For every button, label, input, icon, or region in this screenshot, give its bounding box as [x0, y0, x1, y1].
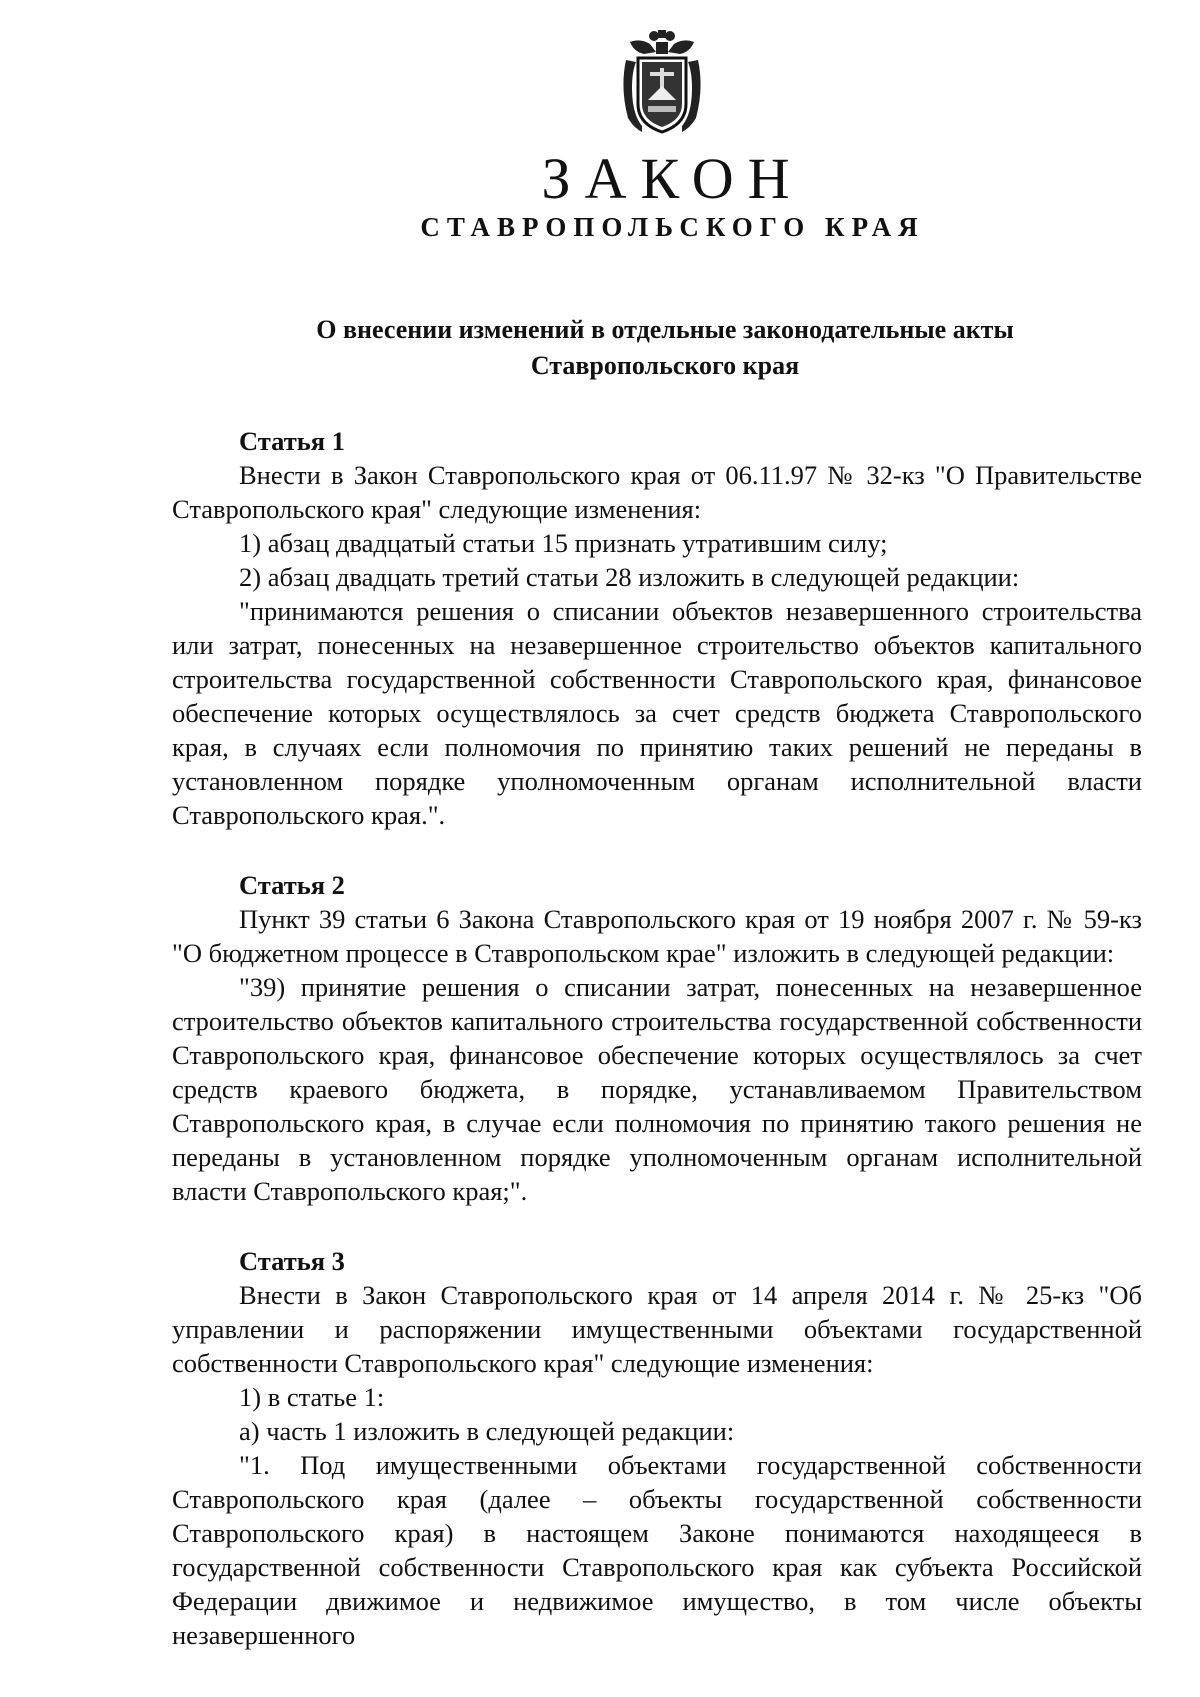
- article-paragraph: "принимаются решения о списании объектов незавершенного строительства или затрат, понесенных на незавершенное строительство объектов капитального строительства государственной собственности Ставропольского края, финансовое обеспечение которых осуществлялось за счет средств бюджета Ставропольского края, в случаях если полномочия по принятию таких решений не переданы в установленном порядке уполномоченным органам исполнительной власти Ставропольского края.".: [172, 596, 1142, 830]
- law-title: ЗАКОН: [541, 146, 804, 211]
- coat-of-arms-icon: [620, 28, 704, 136]
- article-paragraph: а) часть 1 изложить в следующей редакции:: [239, 1416, 735, 1446]
- article-paragraph: "39) принятие решения о списании затрат, понесенных на незавершенное строительство объектов капитального строительства государственной собственности Ставропольского края, финансовое обеспечение которых осуществлялось за счет средств краевого бюджета, в порядке, устанавливаемом Правительством Ставропольского края, в случае если полномочия по принятию такого решения не переданы в установленном порядке уполномоченным органам исполнительной власти Ставропольского края;".: [172, 972, 1142, 1206]
- law-subject-line: Ставропольского края: [530, 351, 800, 380]
- article-paragraph: 2) абзац двадцать третий статьи 28 изложить в следующей редакции:: [239, 562, 1020, 592]
- article-paragraph: 1) абзац двадцатый статьи 15 признать утратившим силу;: [239, 528, 888, 558]
- law-body: [172, 424, 1142, 1652]
- article-3: [172, 1244, 1142, 1652]
- region-name: СТАВРОПОЛЬСКОГО КРАЯ: [420, 212, 925, 242]
- law-subject: [240, 312, 1090, 384]
- article-paragraph: Внести в Закон Ставропольского края от 14 апреля 2014 г. № 25-кз "Об управлении и распоряжении имущественными объектами государственной собственности Ставропольского края" следующие изменения:: [172, 1280, 1142, 1378]
- article-paragraph: Пункт 39 статьи 6 Закона Ставропольского края от 19 ноября 2007 г. № 59-кз "О бюджетном процессе в Ставропольском крае" изложить в следующей редакции:: [172, 904, 1142, 968]
- article-heading: Статья 2: [239, 870, 345, 900]
- article-paragraph: Внести в Закон Ставропольского края от 06.11.97 № 32-кз "О Правительстве Ставропольского края" следующие изменения:: [172, 460, 1142, 524]
- article-2: [172, 868, 1142, 1208]
- article-paragraph: 1) в статье 1:: [239, 1382, 385, 1412]
- article-heading: Статья 3: [239, 1246, 345, 1276]
- article-heading: Статья 1: [239, 426, 345, 456]
- article-1: [172, 424, 1142, 832]
- law-subject-line: О внесении изменений в отдельные законодательные акты: [316, 315, 1014, 344]
- article-paragraph: "1. Под имущественными объектами государственной собственности Ставропольского края (далее – объекты государственной собственности Ставропольского края) в настоящем Законе понимаются находящееся в государственной собственности Ставропольского края как субъекта Российской Федерации движимое и недвижимое имущество, в том числе объекты незавершенного: [172, 1450, 1142, 1650]
